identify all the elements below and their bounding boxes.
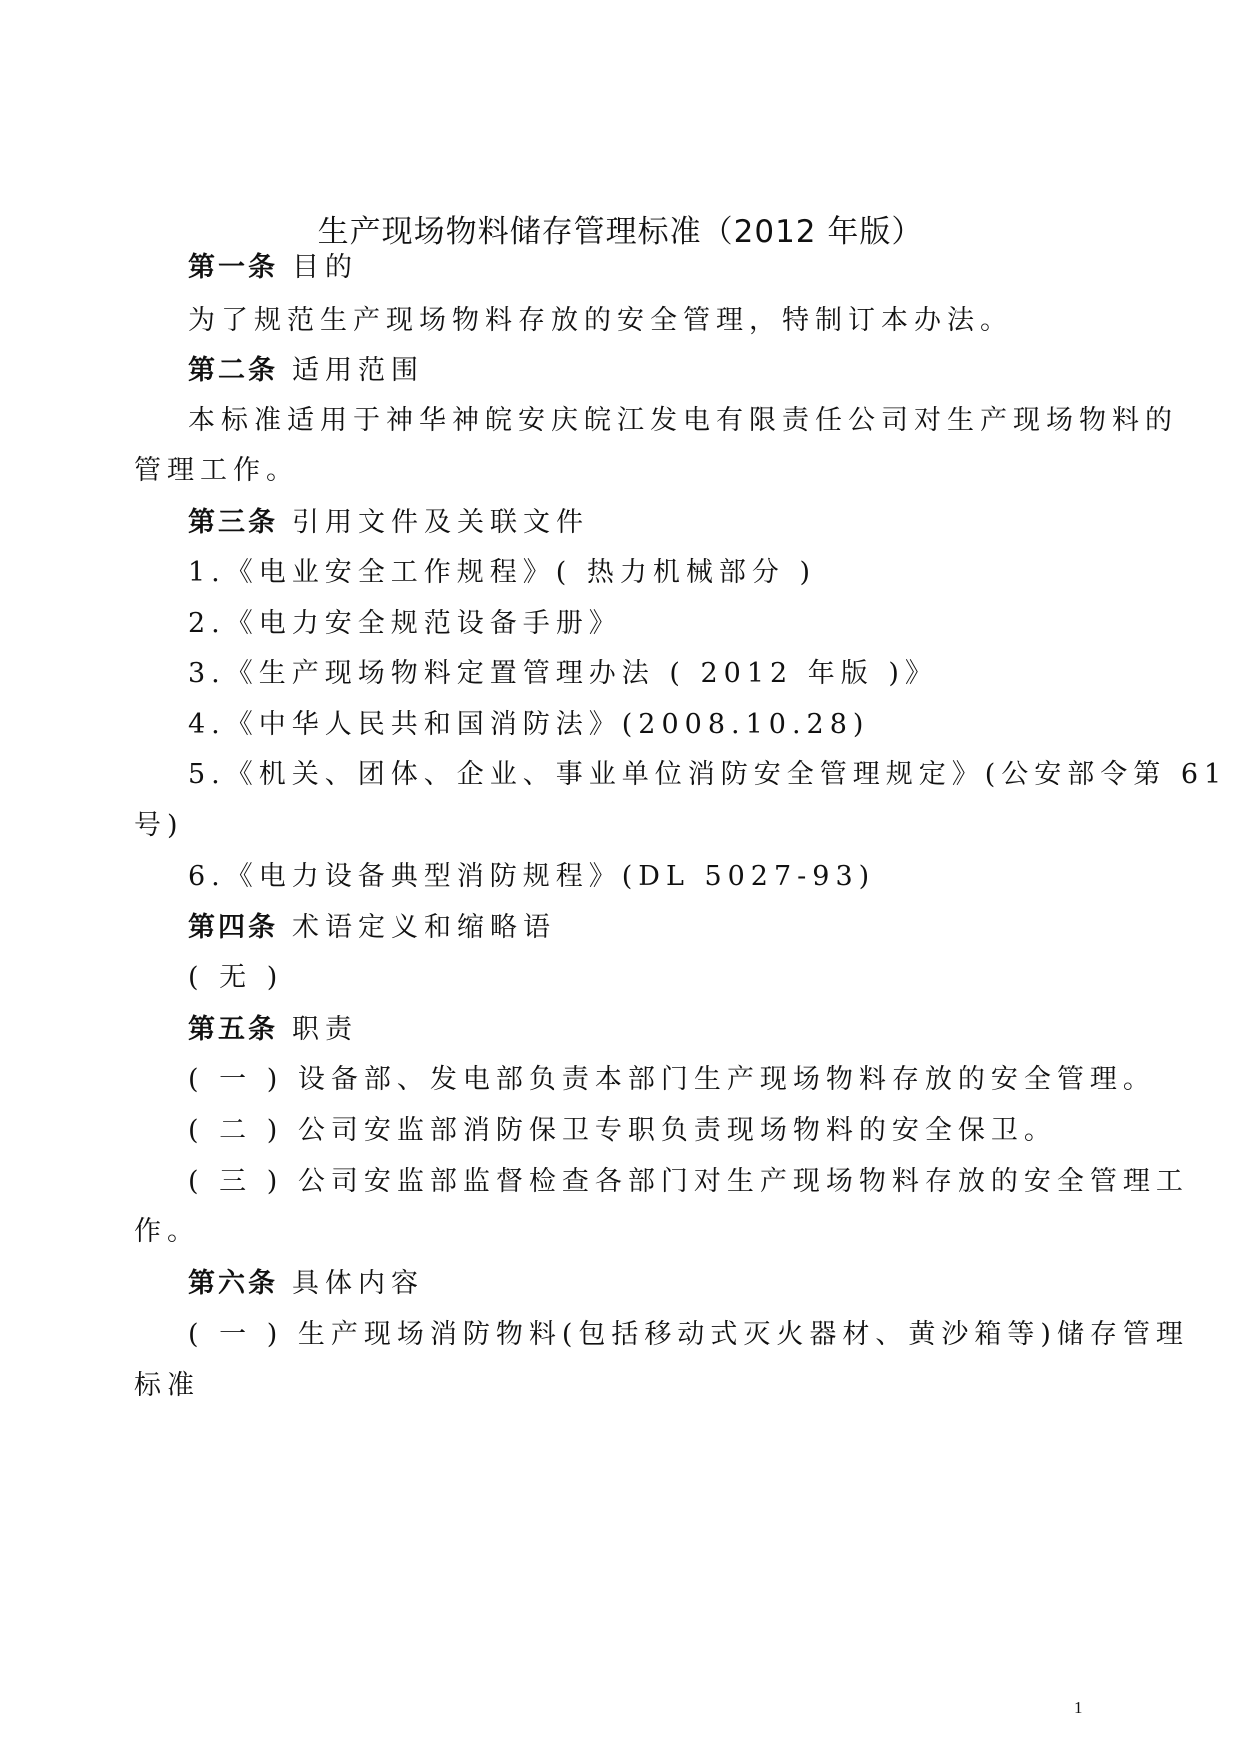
duty-item: ( 二 ) 公司安监部消防保卫专职负责现场物料的安全保卫。 [188, 1115, 1057, 1146]
duty-item: ( 三 ) 公司安监部监督检查各部门对生产现场物料存放的安全管理工 [188, 1166, 1189, 1197]
article-title: 引用文件及关联文件 [292, 507, 589, 538]
article-title: 术语定义和缩略语 [292, 912, 556, 943]
article-heading [188, 910, 556, 946]
article-label: 第六条 [188, 1268, 278, 1299]
article-title: 适用范围 [292, 355, 424, 386]
reference-item: 1.《电业安全工作规程》( 热力机械部分 ) [188, 557, 816, 588]
content-item: 标准 [134, 1370, 200, 1401]
article-label: 第五条 [188, 1014, 278, 1045]
document-title: 生产现场物料储存管理标准（2012 年版） [317, 214, 924, 250]
article-title: 目的 [292, 252, 358, 283]
article-title: 职责 [292, 1014, 358, 1045]
reference-item: 3.《生产现场物料定置管理办法 ( 2012 年版 )》 [188, 658, 938, 689]
article-heading [188, 1266, 424, 1302]
article-title: 具体内容 [292, 1268, 424, 1299]
article-label: 第三条 [188, 507, 278, 538]
article-label: 第一条 [188, 252, 278, 283]
reference-item: 5.《机关、团体、企业、事业单位消防安全管理规定》(公安部令第 61 [188, 759, 1228, 790]
paragraph: 管理工作。 [134, 455, 299, 486]
article-label: 第四条 [188, 912, 278, 943]
article-heading [188, 250, 358, 286]
page-number: 1 [1074, 1698, 1083, 1717]
duty-item: 作。 [134, 1216, 200, 1247]
paragraph: 为了规范生产现场物料存放的安全管理，特制订本办法。 [188, 305, 1013, 336]
duty-item: ( 一 ) 设备部、发电部负责本部门生产现场物料存放的安全管理。 [188, 1064, 1156, 1095]
article-heading [188, 353, 424, 389]
paragraph: 本标准适用于神华神皖安庆皖江发电有限责任公司对生产现场物料的 [188, 405, 1178, 436]
paragraph: ( 无 ) [188, 962, 284, 993]
article-heading [188, 1012, 358, 1048]
reference-item: 2.《电力安全规范设备手册》 [188, 608, 622, 639]
article-heading [188, 505, 589, 541]
reference-item: 号) [134, 810, 184, 841]
reference-item: 4.《中华人民共和国消防法》(2008.10.28) [188, 709, 870, 740]
article-label: 第二条 [188, 355, 278, 386]
content-item: ( 一 ) 生产现场消防物料(包括移动式灭火器材、黄沙箱等)储存管理 [188, 1319, 1189, 1350]
reference-item: 6.《电力设备典型消防规程》(DL 5027-93) [188, 861, 876, 892]
